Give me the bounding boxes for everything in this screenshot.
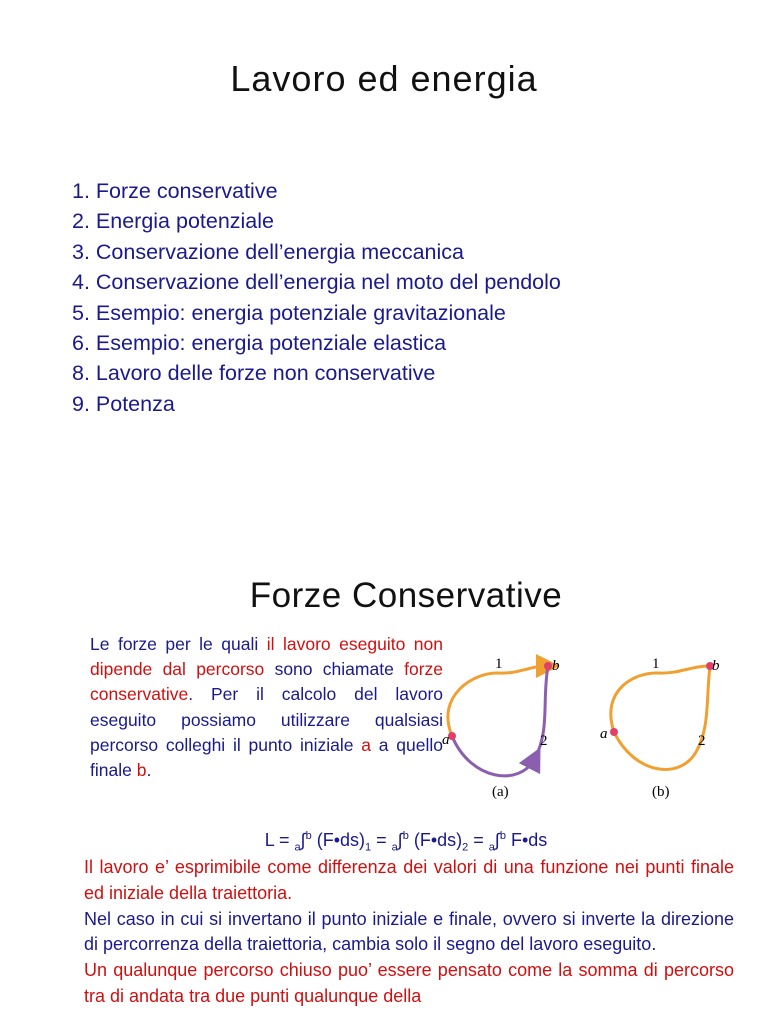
label-path-1: 1 bbox=[495, 656, 503, 672]
slide1-title: Lavoro ed energia bbox=[230, 58, 538, 99]
point-a bbox=[610, 728, 618, 736]
label-a: a bbox=[600, 726, 608, 742]
path-1-b bbox=[611, 666, 710, 732]
toc-item: 3. Conservazione dell’energia meccanica bbox=[72, 239, 464, 264]
formula-part: = bbox=[371, 830, 392, 850]
caption-a: (a) bbox=[492, 784, 509, 800]
caption-b: (b) bbox=[652, 784, 670, 800]
body-paragraph: Un qualunque percorso chiuso puo’ essere pensato come la somma di percorso tra di andata tra due punti qualunque della bbox=[84, 960, 734, 1006]
intro-highlight: a bbox=[361, 734, 372, 755]
formula-lower: a bbox=[391, 841, 398, 854]
body-text bbox=[84, 855, 734, 1010]
intro-text: . Per il calcolo del lavoro eseguito possiamo utilizzare qualsiasi percorso colleghi il punto iniziale bbox=[90, 684, 443, 755]
formula-upper: b bbox=[499, 830, 506, 842]
toc-item: 5. Esempio: energia potenziale gravitazionale bbox=[72, 300, 506, 325]
label-b: b bbox=[552, 658, 560, 674]
formula-integral: ∫ bbox=[300, 830, 306, 850]
body-paragraph: Il lavoro e’ esprimibile come differenza dei valori di una funzione nei punti finale ed iniziale della traiettoria. bbox=[84, 857, 734, 903]
formula-lower: a bbox=[488, 841, 495, 854]
intro-highlight: b bbox=[136, 760, 147, 781]
intro-text: a quello finale bbox=[90, 734, 443, 781]
formula-part: = bbox=[468, 830, 489, 850]
path-1-a bbox=[448, 666, 548, 736]
formula-integral: ∫ bbox=[397, 830, 403, 850]
point-b bbox=[544, 662, 552, 670]
body-paragraph: Nel caso in cui si invertano il punto iniziale e finale, ovvero si inverte la direzione di percorrenza della traiettoria, cambia solo il segno del lavoro eseguito. bbox=[84, 908, 734, 955]
work-formula bbox=[0, 830, 768, 854]
intro-paragraph bbox=[90, 632, 443, 783]
toc-item: 6. Esempio: energia potenziale elastica bbox=[72, 331, 447, 356]
label-a: a bbox=[442, 732, 450, 748]
formula-upper: b bbox=[305, 830, 312, 842]
paths-figure bbox=[440, 640, 740, 810]
formula-integral: ∫ bbox=[494, 830, 500, 850]
formula-part: (F•ds) bbox=[311, 830, 366, 850]
intro-text: Le forze per le quali bbox=[90, 634, 267, 654]
intro-highlight: forze conservative bbox=[90, 659, 444, 705]
formula-part: L = bbox=[264, 830, 295, 850]
intro-highlight: il lavoro eseguito non dipende dal percorso bbox=[90, 634, 443, 680]
intro-text: . bbox=[146, 760, 152, 781]
slide2-title: Forze Conservative bbox=[249, 576, 563, 615]
label-path-1: 1 bbox=[652, 656, 660, 672]
formula-part: F•ds bbox=[505, 830, 548, 850]
figure-a bbox=[442, 656, 560, 800]
formula-upper: b bbox=[402, 830, 409, 842]
figure-b bbox=[600, 656, 720, 800]
label-path-2: 2 bbox=[540, 733, 548, 749]
intro-text: sono chiamate bbox=[264, 659, 405, 680]
label-path-2: 2 bbox=[698, 733, 706, 749]
formula-sub: 1 bbox=[365, 841, 372, 854]
toc-item: 9. Potenza bbox=[72, 391, 175, 416]
formula-sub: 2 bbox=[462, 841, 469, 854]
label-b: b bbox=[712, 658, 720, 674]
toc-item: 1. Forze conservative bbox=[72, 179, 278, 203]
toc-item: 2. Energia potenziale bbox=[72, 209, 275, 234]
table-of-contents bbox=[72, 176, 561, 419]
toc-item: 4. Conservazione dell’energia nel moto del pendolo bbox=[72, 270, 561, 295]
formula-part: (F•ds) bbox=[408, 830, 463, 850]
toc-item: 8. Lavoro delle forze non conservative bbox=[72, 361, 436, 386]
formula-lower: a bbox=[294, 841, 301, 854]
